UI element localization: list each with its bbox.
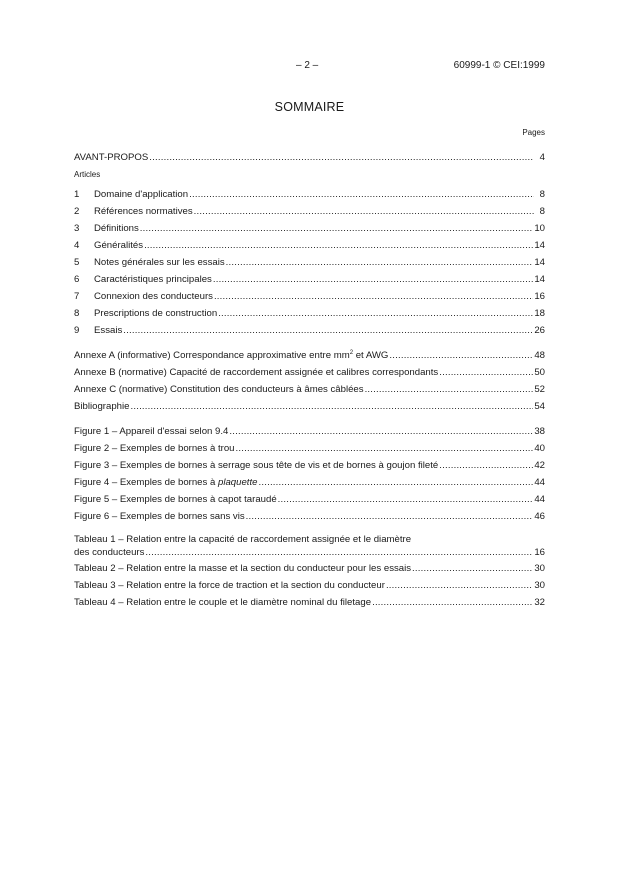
toc-entry-table[interactable] xyxy=(74,560,545,577)
toc-entry-page: 4 xyxy=(539,152,545,163)
toc-entry-page: 44 xyxy=(534,477,545,488)
toc-entry-label: Bibliographie xyxy=(74,401,130,412)
dot-leader xyxy=(149,149,534,166)
toc-entry-page: 32 xyxy=(534,597,545,608)
toc-entry-label: Figure 5 – Exemples de bornes à capot taraudé xyxy=(74,494,277,505)
toc-entry-label: Domaine d'application xyxy=(94,189,189,200)
toc-entry-page: 38 xyxy=(534,426,545,437)
toc-entry-page: 46 xyxy=(534,511,545,522)
toc-entry-label: Notes générales sur les essais xyxy=(94,257,225,268)
toc-entry-label: Annexe C (normative) Constitution des conducteurs à âmes câblées xyxy=(74,384,364,395)
dot-leader xyxy=(214,288,533,305)
toc-entry-page: 30 xyxy=(534,563,545,574)
dot-leader xyxy=(365,381,534,398)
toc-entry-number: 5 xyxy=(74,257,80,268)
toc-entry-page: 40 xyxy=(534,443,545,454)
toc-entry-page: 14 xyxy=(534,240,545,251)
toc-entry-page: 30 xyxy=(534,580,545,591)
toc-entry-page: 26 xyxy=(534,325,545,336)
toc-entry-page: 14 xyxy=(534,274,545,285)
toc-entry-annex[interactable] xyxy=(74,381,545,398)
toc-entry-figure[interactable] xyxy=(74,491,545,508)
toc-entry-label: Définitions xyxy=(94,223,139,234)
page-title: SOMMAIRE xyxy=(274,100,345,114)
toc-entry-label: Caractéristiques principales xyxy=(94,274,212,285)
toc-entry-label: AVANT-PROPOS xyxy=(74,152,149,163)
toc-entry-bibliography[interactable] xyxy=(74,398,545,415)
toc-entry-page: 48 xyxy=(534,350,545,361)
toc-entry-label: Figure 4 – Exemples de bornes à plaquette xyxy=(74,477,258,488)
toc-entry-number: 6 xyxy=(74,274,80,285)
toc-entry-avant-propos[interactable] xyxy=(74,149,545,166)
articles-heading: Articles xyxy=(74,170,101,179)
dot-leader xyxy=(236,440,534,457)
toc-entry-label-continued: des conducteurs xyxy=(74,547,145,558)
toc-entry-label: Figure 2 – Exemples de bornes à trou xyxy=(74,443,235,454)
toc-entry-page: 54 xyxy=(534,401,545,412)
toc-entry-page: 8 xyxy=(539,206,545,217)
dot-leader xyxy=(189,186,534,203)
toc-entry-label: Connexion des conducteurs xyxy=(94,291,213,302)
toc-entry-label: Annexe B (normative) Capacité de raccordement assignée et calibres correspondants xyxy=(74,367,439,378)
toc-entry-number: 9 xyxy=(74,325,80,336)
toc-entry-figure[interactable] xyxy=(74,457,545,474)
toc-entry-label: Figure 3 – Exemples de bornes à serrage sous tête de vis et de bornes à goujon fileté xyxy=(74,460,439,471)
toc-entry-page: 42 xyxy=(534,460,545,471)
toc-entry-page: 16 xyxy=(534,547,545,558)
toc-entry-label: Figure 1 – Appareil d'essai selon 9.4 xyxy=(74,426,229,437)
toc-entry-page: 10 xyxy=(534,223,545,234)
dot-leader xyxy=(144,237,533,254)
dot-leader xyxy=(123,322,533,339)
toc-entry-label: Tableau 4 – Relation entre le couple et le diamètre nominal du filetage xyxy=(74,597,372,608)
toc-entry-number: 3 xyxy=(74,223,80,234)
toc-entry-annex[interactable] xyxy=(74,347,545,364)
toc-entry-article[interactable] xyxy=(74,305,545,322)
dot-leader xyxy=(386,577,533,594)
toc-entry-figure[interactable] xyxy=(74,508,545,525)
dot-leader xyxy=(218,305,533,322)
toc-entry-figure[interactable] xyxy=(74,474,545,491)
toc-entry-article[interactable] xyxy=(74,288,545,305)
toc-entry-page: 8 xyxy=(539,189,545,200)
toc-entry-label: Annexe A (informative) Correspondance approximative entre $mm^2$ et AWG xyxy=(74,350,389,361)
toc-entry-number: 2 xyxy=(74,206,80,217)
dot-leader xyxy=(226,254,534,271)
toc-entry-article[interactable] xyxy=(74,186,545,203)
toc-entry-figure[interactable] xyxy=(74,423,545,440)
toc-entry-page: 52 xyxy=(534,384,545,395)
dot-leader xyxy=(229,423,533,440)
toc-entry-page: 50 xyxy=(534,367,545,378)
toc-entry-number: 8 xyxy=(74,308,80,319)
dot-leader xyxy=(130,398,533,415)
toc-entry-number: 7 xyxy=(74,291,80,302)
toc-entry-article[interactable] xyxy=(74,254,545,271)
toc-entry-label: Tableau 2 – Relation entre la masse et la section du conducteur pour les essais xyxy=(74,563,412,574)
toc-entry-number: 1 xyxy=(74,189,80,200)
dot-leader xyxy=(372,594,533,611)
toc-entry-article[interactable] xyxy=(74,237,545,254)
document-reference: 60999-1 © CEI:1999 xyxy=(453,60,545,71)
pages-column-label: Pages xyxy=(522,128,545,137)
dot-leader xyxy=(439,364,533,381)
table-of-contents xyxy=(74,149,545,611)
dot-leader xyxy=(194,203,534,220)
toc-entry-table[interactable] xyxy=(74,594,545,611)
toc-entry-figure[interactable] xyxy=(74,440,545,457)
toc-entry-label: Généralités xyxy=(94,240,144,251)
toc-entry-page: 44 xyxy=(534,494,545,505)
dot-leader xyxy=(140,220,534,237)
dot-leader xyxy=(258,474,533,491)
toc-entry-article[interactable] xyxy=(74,322,545,339)
toc-entry-table[interactable] xyxy=(74,533,545,560)
dot-leader xyxy=(389,347,533,364)
dot-leader xyxy=(278,491,534,508)
toc-entry-label: Références normatives xyxy=(94,206,193,217)
dot-leader xyxy=(412,560,533,577)
dot-leader xyxy=(213,271,533,288)
toc-entry-label: Essais xyxy=(94,325,123,336)
dot-leader xyxy=(246,508,534,525)
toc-entry-label: Prescriptions de construction xyxy=(94,308,218,319)
toc-entry-table[interactable] xyxy=(74,577,545,594)
toc-entry-article[interactable] xyxy=(74,271,545,288)
page-number: – 2 – xyxy=(296,60,319,71)
toc-entry-article[interactable] xyxy=(74,203,545,220)
toc-entry-annex[interactable] xyxy=(74,364,545,381)
toc-entry-page: 16 xyxy=(534,291,545,302)
toc-entry-page: 14 xyxy=(534,257,545,268)
toc-entry-label: Figure 6 – Exemples de bornes sans vis xyxy=(74,511,245,522)
toc-entry-label: Tableau 1 – Relation entre la capacité de raccordement assignée et le diamètre xyxy=(74,534,412,545)
toc-entry-number: 4 xyxy=(74,240,80,251)
toc-entry-label: Tableau 3 – Relation entre la force de traction et la section du conducteur xyxy=(74,580,385,591)
dot-leader xyxy=(439,457,533,474)
toc-entry-page: 18 xyxy=(534,308,545,319)
toc-entry-article[interactable] xyxy=(74,220,545,237)
